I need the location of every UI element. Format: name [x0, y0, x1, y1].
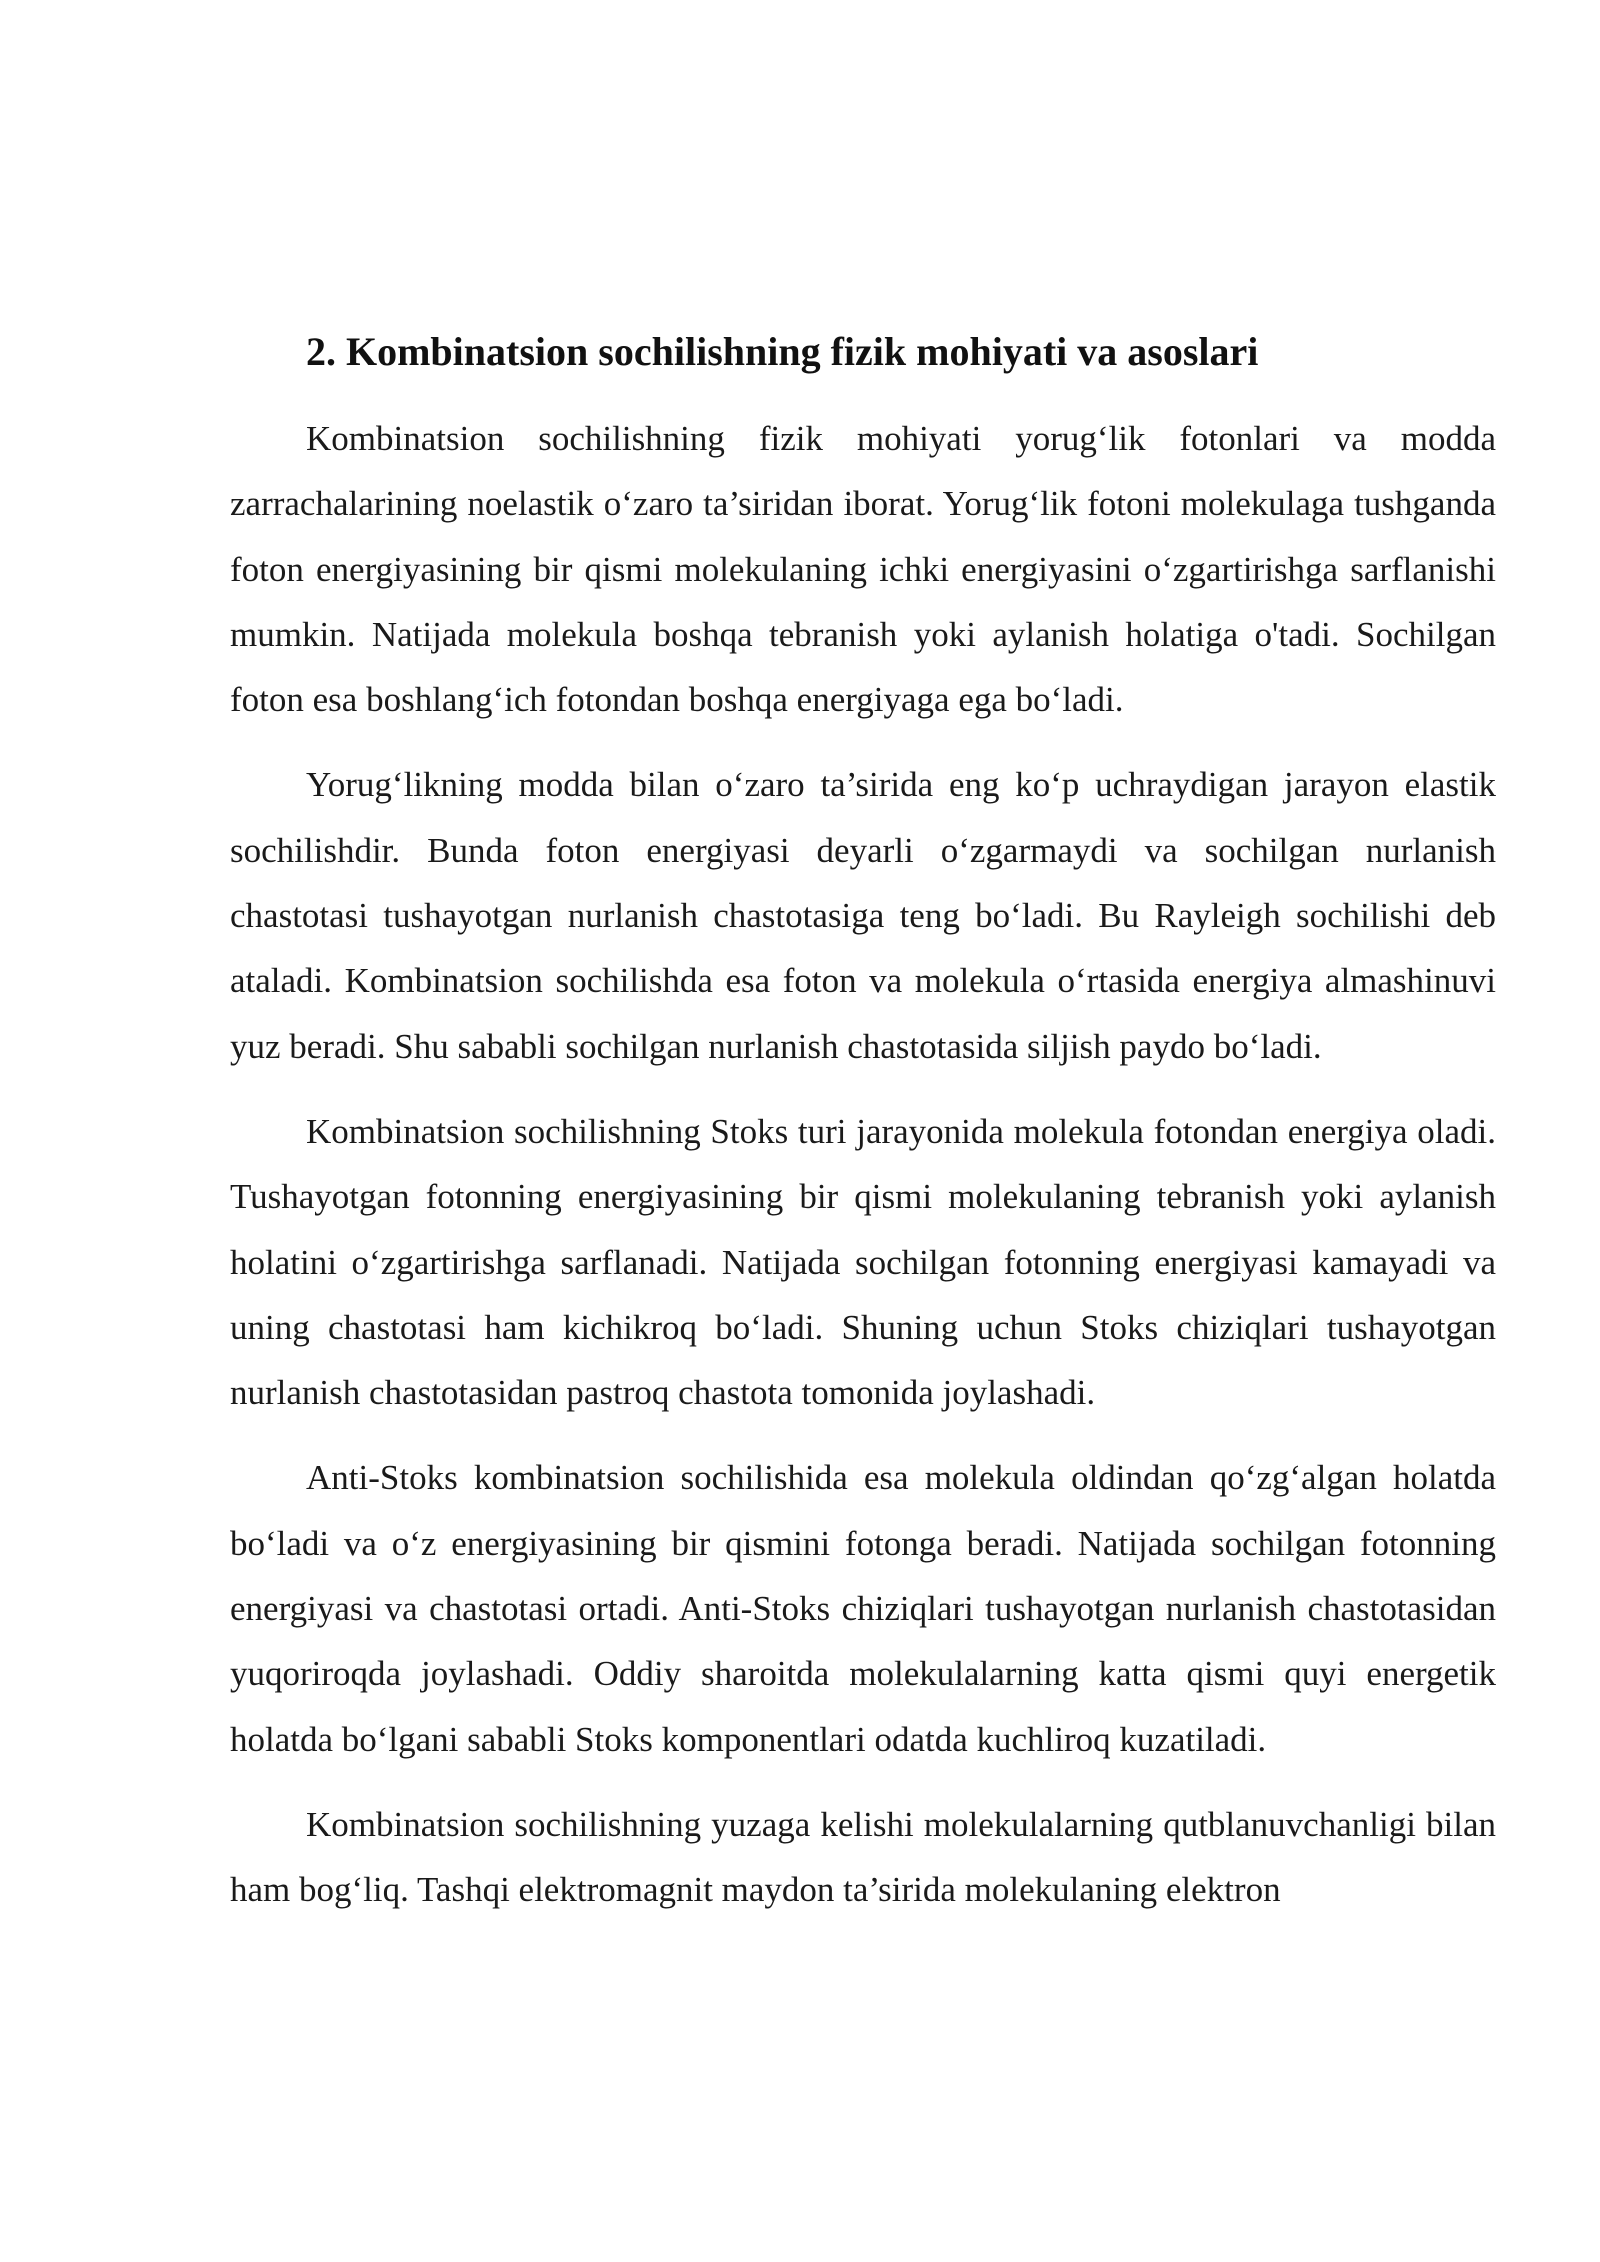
paragraph-anti-stokes: Anti-Stoks kombinatsion sochilishida esa molekula oldindan qo‘zg‘algan holatda bo‘ladi va o‘z energiyasining bir qismini fotonga beradi. Natijada sochilgan fotonning energiyasi va chastotasi ortadi. Anti-Stoks chiziqlari tushayotgan nurlanish chastotasidan yuqoriroqda joylashadi. Oddiy sharoitda molekulalarning katta qismi quyi energetik holatda bo‘lgani sababli Stoks komponentlari odatda kuchliroq kuzatiladi.	[230, 1458, 1496, 1759]
paragraph-elastic-scattering: Yorug‘likning modda bilan o‘zaro ta’sirida eng ko‘p uchraydigan jarayon elastik sochilishdir. Bunda foton energiyasi deyarli o‘zgarmaydi va sochilgan nurlanish chastotasi tushayotgan nurlanish chastotasiga teng bo‘ladi. Bu Rayleigh sochilishi deb ataladi. Kombinatsion sochilishda esa foton va molekula o‘rtasida energiya almashinuvi yuz beradi. Shu sababli sochilgan nurlanish chastotasida siljish paydo bo‘ladi.	[230, 765, 1496, 1066]
paragraph-stokes: Kombinatsion sochilishning Stoks turi jarayonida molekula fotondan energiya oladi. Tushayotgan fotonning energiyasining bir qismi molekulaning tebranish yoki aylanish holatini o‘zgartirishga sarflanadi. Natijada sochilgan fotonning energiyasi kamayadi va uning chastotasi ham kichikroq bo‘ladi. Shuning uchun Stoks chiziqlari tushayotgan nurlanish chastotasidan pastroq chastota tomonida joylashadi.	[230, 1111, 1496, 1413]
section-heading: 2. Kombinatsion sochilishning fizik mohiyati va asoslari	[306, 329, 1259, 374]
paragraph-polarizability: Kombinatsion sochilishning yuzaga kelishi molekulalarning qutblanuvchanligi bilan ham bog‘liq. Tashqi elektromagnit maydon ta’sirida molekulaning elektron	[230, 1804, 1496, 1910]
document-body	[230, 320, 1496, 1923]
paragraph-physical-essence: Kombinatsion sochilishning fizik mohiyati yorug‘lik fotonlari va modda zarrachalarining noelastik o‘zaro ta’siridan iborat. Yorug‘lik fotoni molekulaga tushganda foton energiyasining bir qismi molekulaning ichki energiyasini o‘zgartirishga sarflanishi mumkin. Natijada molekula boshqa tebranish yoki aylanish holatiga o'tadi. Sochilgan foton esa boshlang‘ich fotondan boshqa energiyaga ega bo‘ladi.	[230, 419, 1496, 720]
